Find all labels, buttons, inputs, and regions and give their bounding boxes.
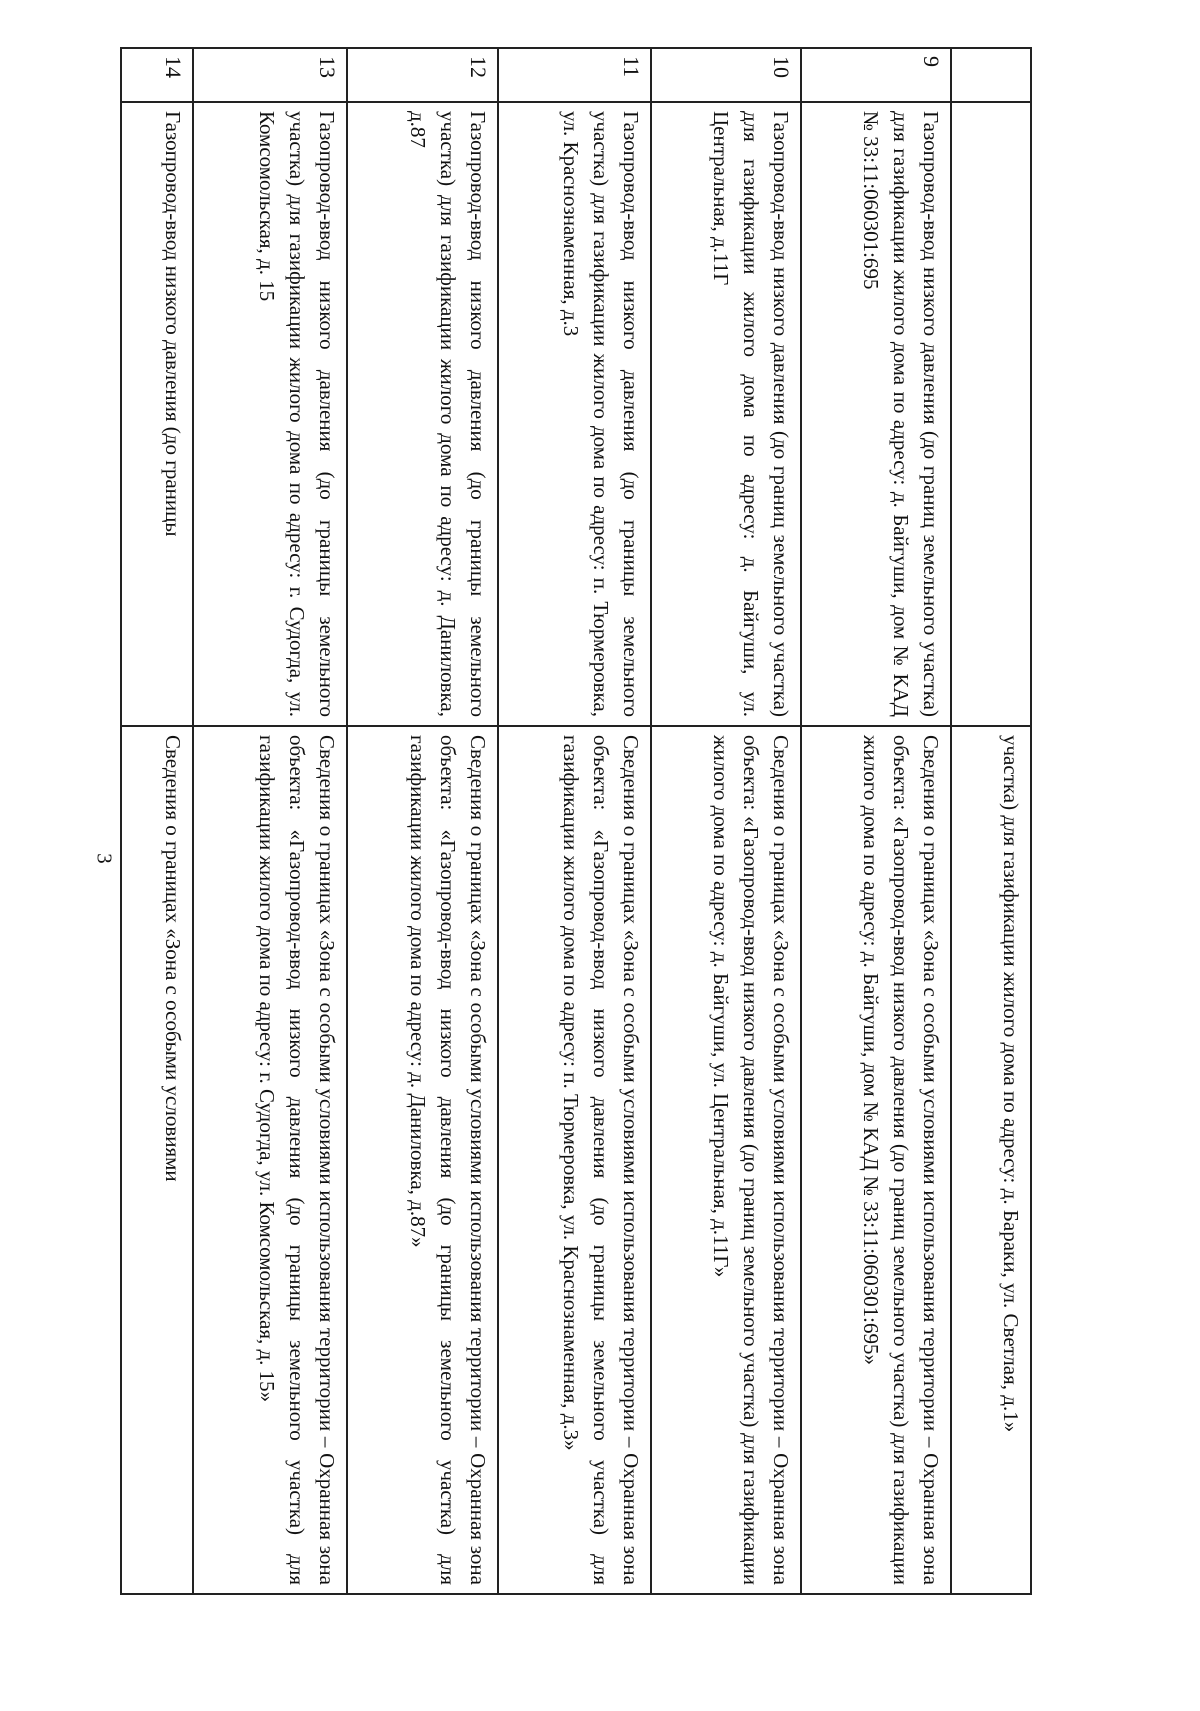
table-row (122, 49, 192, 1593)
row-number: 12 (348, 49, 497, 103)
row-number: 9 (802, 49, 950, 103)
table-row (497, 49, 650, 1593)
table-row (650, 49, 800, 1593)
table-row (192, 49, 346, 1593)
object-name-cell: Газопровод-ввод низкого давления (до границ земельного участка) для газификации жилого дома по адресу: д. Байгуши, дом № КАД № 33:11:060301:695 (802, 103, 950, 727)
zone-info-cell: Сведения о границах «Зона с особыми условиями использования территории – Охранная зона объекта: «Газопровод-ввод низкого давления (до границы земельного участка) для газификации жилого дома по адресу: д. Даниловка, д.87» (406, 735, 490, 1585)
table-row (950, 49, 1030, 1593)
object-name-cell (952, 103, 1030, 727)
row-number: 14 (122, 49, 192, 103)
table-row (800, 49, 950, 1593)
object-name-cell: Газопровод-ввод низкого давления (до границы земельного участка) для газификации жилого дома по адресу: д. Даниловка, д.87 (348, 103, 497, 727)
zone-info-cell: Сведения о границах «Зона с особыми условиями (161, 735, 185, 1182)
zone-info-cell: участка) для газификации жилого дома по адресу: д. Бараки, ул. Светлая, д.1» (999, 735, 1023, 1433)
zone-info-cell: Сведения о границах «Зона с особыми условиями использования территории – Охранная зона объекта: «Газопровод-ввод низкого давления (до границ земельного участка) для газификации жилого дома по адресу: д. Байгуши, дом № КАД № 33:11:060301:695» (859, 735, 943, 1585)
zone-info-cell: Сведения о границах «Зона с особыми условиями использования территории – Охранная зона объекта: «Газопровод-ввод низкого давления (до границы земельного участка) для газификации жилого дома по адресу: п. Тюрмеровка, ул. Краснознаменная, д.3» (559, 735, 643, 1585)
zones-table (120, 47, 1032, 1595)
zone-info-cell: Сведения о границах «Зона с особыми условиями использования территории – Охранная зона объекта: «Газопровод-ввод низкого давления (до границ земельного участка) для газификации жилого дома по адресу: д. Байгуши, ул. Центральная, д.11Г» (709, 735, 793, 1585)
object-name-cell: Газопровод-ввод низкого давления (до границы (122, 103, 192, 727)
object-name-cell: Газопровод-ввод низкого давления (до границы земельного участка) для газификации жилого дома по адресу: п. Тюрмеровка, ул. Краснознаменная, д.3 (499, 103, 650, 727)
row-number: 13 (194, 49, 346, 103)
zone-info-cell: Сведения о границах «Зона с особыми условиями использования территории – Охранная зона объекта: «Газопровод-ввод низкого давления (до границы земельного участка) для газификации жилого дома по адресу: г. Судогда, ул. Комсомольская, д. 15» (255, 735, 339, 1585)
table-row (346, 49, 497, 1593)
page-number: 3 (92, 853, 117, 864)
row-number (952, 49, 1030, 103)
row-number: 10 (652, 49, 800, 103)
object-name-cell: Газопровод-ввод низкого давления (до границы земельного участка) для газификации жилого дома по адресу: г. Судогда, ул. Комсомольская, д. 15 (194, 103, 346, 727)
row-number: 11 (499, 49, 650, 103)
object-name-cell: Газопровод-ввод низкого давления (до границ земельного участка) для газификации жилого дома по адресу: д. Байгуши, ул. Центральная, д.11Г (652, 103, 800, 727)
